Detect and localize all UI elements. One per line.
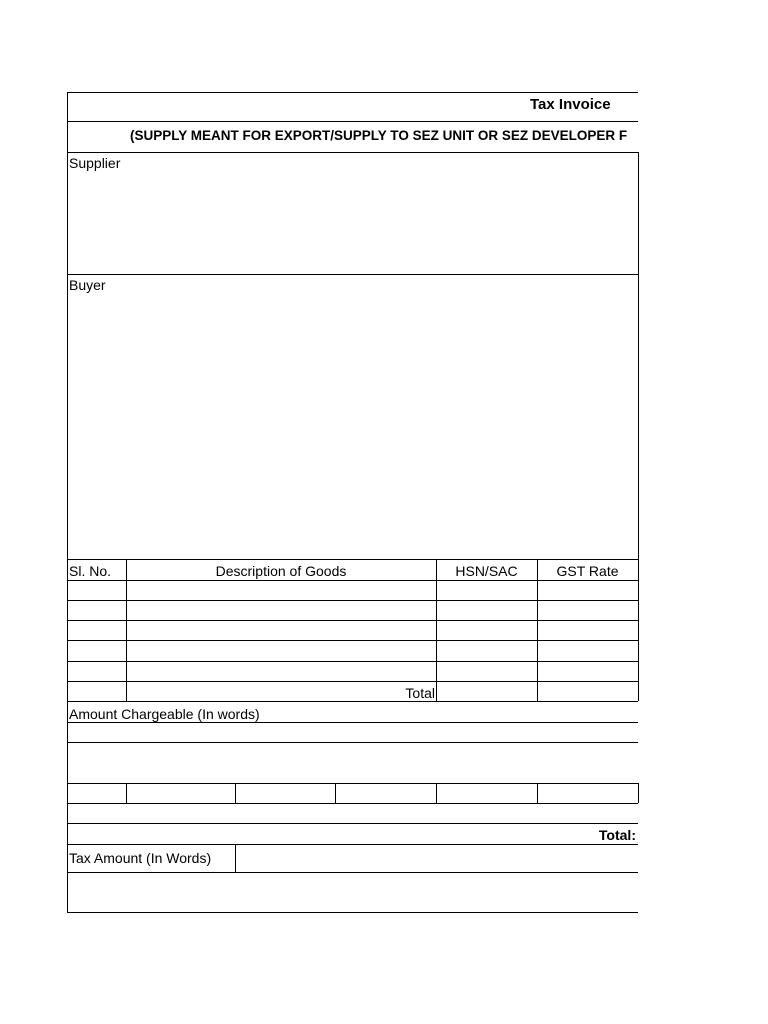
table-row [67, 580, 638, 581]
header-hsn-sac: HSN/SAC [455, 563, 518, 579]
row-border [67, 722, 638, 723]
col-divider [126, 783, 127, 803]
invoice-title: Tax Invoice [530, 96, 611, 113]
table-row [67, 681, 638, 682]
tax-total-label: Total: [598, 827, 636, 843]
row-border [67, 701, 638, 702]
header-description: Description of Goods [215, 563, 347, 579]
tax-amount-words-label: Tax Amount (In Words) [69, 850, 212, 866]
table-row [67, 620, 638, 621]
table-row [67, 783, 638, 784]
col-divider [335, 783, 336, 803]
items-total-label: Total [405, 685, 435, 701]
header-gst-rate: GST Rate [556, 563, 619, 579]
right-border-upper [638, 152, 639, 559]
col-divider [235, 783, 236, 803]
row-border [67, 559, 638, 560]
table-row [67, 600, 638, 601]
table-row [67, 803, 638, 804]
row-border [67, 121, 638, 122]
sheet-bottom-border [67, 912, 638, 913]
invoice-subtitle: (SUPPLY MEANT FOR EXPORT/SUPPLY TO SEZ UNIT OR SEZ DEVELOPER F [130, 128, 628, 143]
sheet-left-border [67, 92, 68, 913]
col-divider [235, 844, 236, 872]
row-border [67, 152, 638, 153]
amount-chargeable-label: Amount Chargeable (In words) [69, 706, 260, 722]
col-divider [436, 783, 437, 803]
row-border [67, 872, 638, 873]
supplier-label: Supplier [69, 155, 121, 171]
title-top-border [67, 92, 638, 93]
col-divider [537, 783, 538, 803]
col-divider [638, 783, 639, 803]
row-border [67, 274, 638, 275]
table-row [67, 823, 638, 824]
row-border [67, 844, 638, 845]
table-row [67, 661, 638, 662]
col-divider [638, 559, 639, 701]
header-sl-no: Sl. No. [69, 563, 112, 579]
table-row [67, 640, 638, 641]
buyer-label: Buyer [69, 277, 106, 293]
row-border [67, 742, 638, 743]
